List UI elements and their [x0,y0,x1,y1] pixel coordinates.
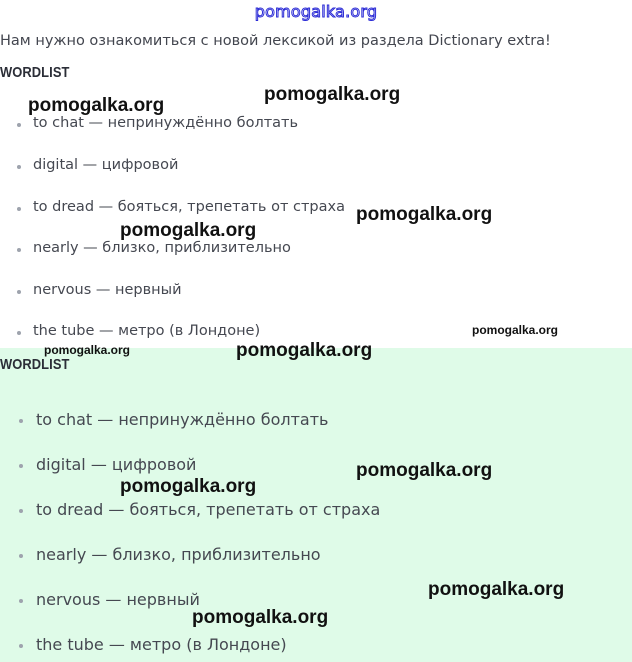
bullet-icon [17,123,21,127]
list-item [33,157,178,173]
bullet-icon [17,207,21,211]
bullet-icon [17,290,21,294]
watermark-text: pomogalka.org [356,460,493,481]
bullet-icon [19,464,23,468]
list-item-text: nearly — близко, приблизительно [33,240,291,256]
list-item [33,282,182,298]
watermark-text: pomogalka.org [120,476,257,497]
watermark-text: pomogalka.org [472,323,559,337]
list-item-text: to dread — бояться, трепетать от страха [33,199,345,215]
list-item [36,545,321,564]
bullet-icon [19,419,23,423]
list-item [36,410,328,429]
wordlist-heading-upper: WORDLIST [0,64,70,81]
bullet-icon [19,599,23,603]
list-item-text: nervous — нервный [33,282,182,298]
watermark-text: pomogalka.org [44,343,131,357]
list-item [33,199,345,215]
list-item [36,590,200,609]
watermark-text: pomogalka.org [428,579,565,600]
watermark-text: pomogalka.org [28,95,165,116]
list-item [33,240,291,256]
list-item-text: digital — цифровой [36,455,197,474]
list-item-text: the tube — метро (в Лондоне) [33,323,261,339]
list-item-text: digital — цифровой [33,157,179,173]
watermark-text: pomogalka.org [120,220,257,241]
list-item-text: nervous — нервный [36,590,200,609]
list-item-text: nearly — близко, приблизительно [36,545,321,564]
list-item-text: to chat — непринуждённо болтать [33,115,299,131]
bullet-icon [17,165,21,169]
watermark-text: pomogalka.org [192,607,329,628]
bullet-icon [17,331,21,335]
list-item [33,323,260,339]
list-item [36,500,380,519]
wordlist-heading-lower: WORDLIST [0,356,70,373]
intro-text: Нам нужно ознакомиться с новой лексикой из раздела Dictionary extra! [0,33,551,49]
watermark-text: pomogalka.org [356,204,493,225]
site-watermark-header: pomogalka.org [254,2,378,21]
list-item [36,635,287,654]
bullet-icon [19,554,23,558]
bullet-icon [17,248,21,252]
list-item [33,115,298,131]
bullet-icon [19,509,23,513]
watermark-text: pomogalka.org [236,340,373,361]
list-item [36,455,196,474]
watermark-text: pomogalka.org [264,84,401,105]
list-item-text: to dread — бояться, трепетать от страха [36,500,381,519]
list-item-text: the tube — метро (в Лондоне) [36,635,287,654]
list-item-text: to chat — непринуждённо болтать [36,410,329,429]
bullet-icon [19,644,23,648]
